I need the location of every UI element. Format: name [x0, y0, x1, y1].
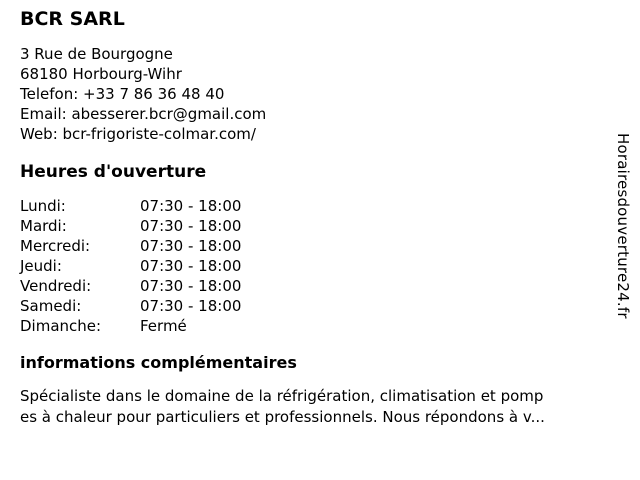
website-line: Web: bcr-frigoriste-colmar.com/ [20, 125, 256, 143]
time-value: 07:30 - 18:00 [140, 257, 242, 275]
email-line: Email: abesserer.bcr@gmail.com [20, 105, 267, 123]
hours-row-monday [20, 196, 640, 216]
day-label: Lundi: [20, 197, 66, 215]
time-value: 07:30 - 18:00 [140, 297, 242, 315]
watermark-vertical-text: Horairesdouverture24.fr [614, 133, 632, 319]
phone-line: Telefon: +33 7 86 36 48 40 [20, 85, 225, 103]
day-label: Mardi: [20, 217, 67, 235]
hours-row-tuesday [20, 216, 640, 236]
page-title: BCR SARL [20, 8, 125, 30]
day-label: Vendredi: [20, 277, 92, 295]
hours-row-wednesday [20, 236, 640, 256]
hours-row-sunday [20, 316, 640, 336]
address-city-line: 68180 Horbourg-Wihr [20, 65, 182, 83]
hours-row-thursday [20, 256, 640, 276]
time-value: 07:30 - 18:00 [140, 217, 242, 235]
description-line: Spécialiste dans le domaine de la réfrigération, climatisation et pomp [20, 387, 544, 405]
day-label: Samedi: [20, 297, 82, 315]
closed-value: Fermé [140, 317, 187, 335]
description-line: es à chaleur pour particuliers et professionnels. Nous répondons à v... [20, 408, 545, 426]
day-label: Mercredi: [20, 237, 91, 255]
hours-row-saturday [20, 296, 640, 316]
time-value: 07:30 - 18:00 [140, 277, 242, 295]
contact-block [20, 44, 640, 144]
time-value: 07:30 - 18:00 [140, 237, 242, 255]
hours-row-friday [20, 276, 640, 296]
address-street-line: 3 Rue de Bourgogne [20, 45, 173, 63]
day-label: Dimanche: [20, 317, 102, 335]
day-label: Jeudi: [20, 257, 62, 275]
additional-info-heading: informations complémentaires [20, 353, 297, 372]
opening-hours-heading: Heures d'ouverture [20, 162, 207, 182]
opening-hours-table [20, 196, 640, 336]
time-value: 07:30 - 18:00 [140, 197, 242, 215]
business-description [20, 386, 640, 428]
